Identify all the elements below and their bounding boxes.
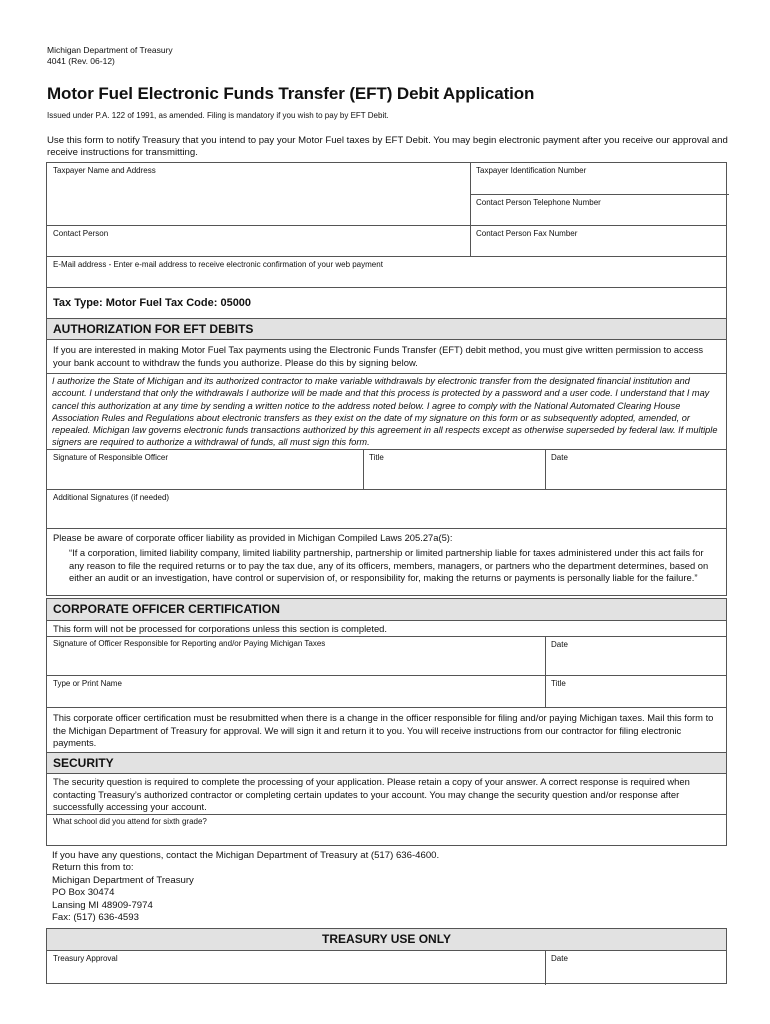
fax-number: Fax: (517) 636-4593 [52,912,139,924]
corporate-section [46,598,727,753]
officer-date-label: Date [551,640,568,649]
signature-row [47,449,726,489]
additional-signatures-label: Additional Signatures (if needed) [53,493,170,502]
officer-title-field[interactable] [545,676,729,708]
security-question-label: What school did you attend for sixth grade? [53,817,207,826]
responsible-officer-signature-field[interactable] [47,450,363,490]
security-heading: SECURITY [47,753,726,774]
print-name-field[interactable] [47,676,545,708]
address-line-2: PO Box 30474 [52,887,115,899]
date-label: Date [551,453,568,462]
page-title: Motor Fuel Electronic Funds Transfer (EFT) Debit Application [47,84,535,103]
corporate-name-row [47,675,726,707]
contact-info [52,850,439,924]
resubmit-text: This corporate officer certification must be resubmitted when there is a change in the officer responsible for filing and/or paying Michigan taxes. Mail this form to the Michigan Department of Treasury for approval. We will sign it and return it to you. You will receive instructions from our contractor for filing electronic payments. [53,712,714,749]
taxpayer-section [46,162,727,596]
contact-fax-label: Contact Person Fax Number [476,229,578,238]
treasury-approval-field[interactable] [47,951,545,985]
print-name-label: Type or Print Name [53,679,122,688]
treasury-date-label: Date [551,954,568,963]
treasury-heading: TREASURY USE ONLY [47,929,726,951]
officer-date-field[interactable] [545,637,729,676]
security-section [46,753,727,846]
treasury-date-field[interactable] [545,951,729,985]
issued-note: Issued under P.A. 122 of 1991, as amended. Filing is mandatory if you wish to pay by EFT Debit. [47,111,389,120]
contact-fax-field[interactable] [470,226,729,257]
security-text: The security question is required to complete the processing of your application. Please retain a copy of your answer. A correct response is required when contacting Treasury’s authorized contractor or completing certain updates to your account. You may change the security question and/or response after successfully accessing your account. [53,776,690,813]
tin-field[interactable] [470,163,729,194]
contact-person-field[interactable] [47,226,470,257]
contact-phone-label: Contact Person Telephone Number [476,198,601,207]
return-label: Return this from to: [52,862,134,874]
form-number: 4041 (Rev. 06-12) [47,56,115,66]
authorization-intro: If you are interested in making Motor Fuel Tax payments using the Electronic Funds Transfer (EFT) debit method, you must give written permission to access your bank account to withdraw the funds you authorize. Please do this by signing below. [53,344,704,368]
tax-type-row [47,287,726,318]
title-field[interactable] [363,450,546,490]
contact-phone-field[interactable] [470,194,729,226]
liability-intro: Please be aware of corporate officer liability as provided in Michigan Compiled Laws 205.27a(5): [53,532,453,543]
tax-type: Tax Type: Motor Fuel Tax Code: 05000 [53,297,252,309]
authorization-statement: I authorize the State of Michigan and its authorized contractor to make variable withdrawals by electronic transfer from the designated financial institution and account. I understand that only the withdrawals I authorize will be made and that this process is protected by a password and a user code. I understand that I may cancel this authorization at any time by sending a written notice to the address noted below. I agree to comply with the National Automated Clearing House Association Rules and Regulations about electronic transfers as they exist on the date of my signature on this form or as subsequently adopted, amended, or repealed. Michigan law governs electronic funds transactions authorized by this agreement in all respects except as otherwise superseded by federal law. If multiple signers are required to authorize a withdrawal of funds, all must sign this form. [52,376,718,448]
corporate-note: This form will not be processed for corporations unless this section is completed. [53,623,388,634]
liability-box [47,528,726,597]
treasury-approval-label: Treasury Approval [53,954,118,963]
treasury-row [47,951,726,985]
department-name: Michigan Department of Treasury [47,45,173,55]
treasury-section [46,928,727,984]
security-answer-field[interactable] [47,814,726,846]
officer-signature-label: Signature of Officer Responsible for Reporting and/or Paying Michigan Taxes [53,639,326,648]
address-line-3: Lansing MI 48909-7974 [52,899,153,911]
form-header [47,45,173,67]
resubmit-box [47,707,726,754]
corporate-signature-row [47,636,726,675]
intro-text: Use this form to notify Treasury that you intend to pay your Motor Fuel taxes by EFT Debit. You may begin electronic payment after you receive our approval and receive instructions for transmitting. [47,135,728,158]
signature-label: Signature of Responsible Officer [53,453,169,462]
email-label: E-Mail address - Enter e-mail address to receive electronic confirmation of your web payment [53,260,383,269]
liability-quote: “If a corporation, limited liability company, limited liability partnership, partnership or limited partnership liable for taxes administered under this act fails for any reason to file the required returns or to pay the tax due, any of its officers, members, managers, or partners who the department determines, based on either an audit or an investigation, have control or supervision of, or responsibility for, making the returns or payments is personally liable for the failure.” [69,547,709,584]
officer-title-label: Title [551,679,566,688]
contact-person-label: Contact Person [53,229,109,238]
authorization-heading: AUTHORIZATION FOR EFT DEBITS [47,318,726,340]
tin-label: Taxpayer Identification Number [476,166,587,175]
email-field[interactable] [47,256,726,287]
title-label: Title [369,453,384,462]
officer-signature-field[interactable] [47,637,545,676]
questions-text: If you have any questions, contact the Michigan Department of Treasury at (517) 636-4600. [52,850,440,861]
contact-row [47,225,726,256]
name-address-row [47,163,726,225]
address-line-1: Michigan Department of Treasury [52,874,194,886]
taxpayer-name-address-label: Taxpayer Name and Address [53,166,156,175]
additional-signatures-field[interactable] [47,489,726,528]
corporate-heading: CORPORATE OFFICER CERTIFICATION [47,599,726,621]
signature-date-field[interactable] [545,450,729,490]
authorization-statement-box [47,373,726,449]
